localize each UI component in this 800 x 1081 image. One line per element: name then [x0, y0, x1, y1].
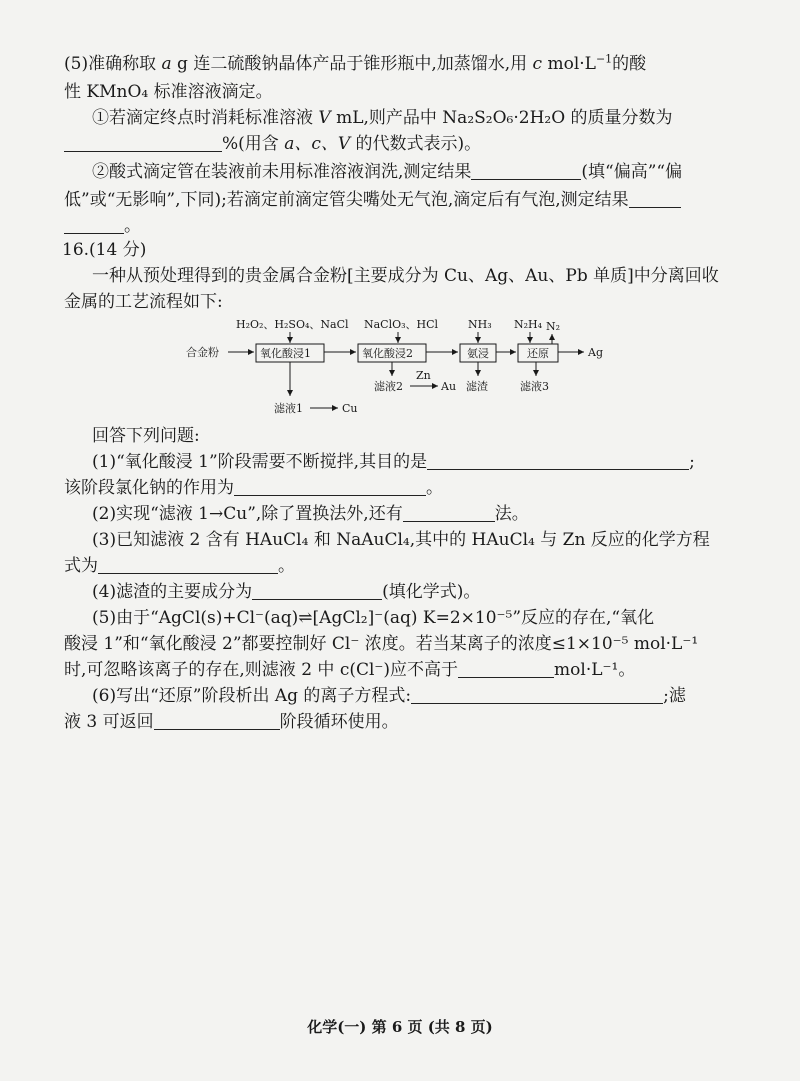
q15-p5-line1: (5)准确称取 a g 连二硫酸钠晶体产品于锥形瓶中,加蒸馏水,用 c $mol\cdot L^{-1}$的酸 [64, 52, 647, 74]
reagents4-label: N₂H₄ [514, 318, 543, 331]
q15-p5-q1-line2: %(用含 a、c、V 的代数式表示)。 [64, 132, 481, 156]
answer-intro: 回答下列问题: [92, 426, 200, 446]
q16-5-line2: 酸浸 1”和“氧化酸浸 2”都要控制好 Cl⁻ 浓度。若当某离子的浓度≤1×10⁻⁵ mol·L⁻¹ [64, 634, 699, 654]
answer-blank[interactable] [252, 581, 382, 600]
answer-blank[interactable] [64, 215, 124, 234]
residue-label: 滤渣 [466, 380, 488, 393]
answer-blank[interactable] [427, 451, 689, 470]
reagents1-label: H₂O₂、H₂SO₄、NaCl [236, 318, 349, 331]
step2-label: 氧化酸浸2 [362, 347, 413, 360]
answer-blank[interactable] [458, 659, 554, 678]
q16-4: (4)滤渣的主要成分为 (填化学式)。 [92, 582, 481, 602]
answer-blank[interactable] [98, 555, 278, 574]
q16-header: 16.(14 分) [62, 240, 147, 260]
answer-blank[interactable] [629, 189, 681, 208]
q16-3-line2: 式为 。 [64, 556, 295, 576]
q16-1-line2: 该阶段氯化钠的作用为 。 [64, 478, 443, 498]
step3-label: 氨浸 [467, 347, 489, 360]
cu-label: Cu [342, 402, 358, 415]
q16-2: (2)实现“滤液 1→Cu”,除了置换法外,还有 法。 [92, 504, 529, 524]
q15-p5-q2-line1: ②酸式滴定管在装液前未用标准溶液润洗,测定结果 (填“偏高”“偏 [92, 162, 683, 182]
answer-blank[interactable] [471, 161, 581, 180]
q16-intro-line2: 金属的工艺流程如下: [64, 292, 223, 312]
q16-6-line1: (6)写出“还原”阶段析出 Ag 的离子方程式: ;滤 [92, 686, 686, 706]
reagents2-label: NaClO₃、HCl [364, 318, 439, 331]
process-flowchart [180, 308, 620, 420]
q16-intro-line1: 一种从预处理得到的贵金属合金粉[主要成分为 Cu、Ag、Au、Pb 单质]中分离回收 [92, 266, 719, 286]
q15-p5-line2: 性 KMnO₄ 标准溶液滴定。 [64, 82, 273, 102]
filtrate2-label: 滤液2 [374, 380, 403, 393]
input-label: 合金粉 [186, 346, 219, 359]
q15-p5-q2-line3: 。 [64, 214, 141, 238]
step4-label: 还原 [527, 347, 549, 360]
zn-label: Zn [416, 369, 431, 382]
step1-label: 氧化酸浸1 [260, 347, 311, 360]
output-label: Ag [588, 346, 603, 359]
n2-gas-label: N₂ [546, 320, 561, 333]
q16-6-line2: 液 3 可返回 阶段循环使用。 [64, 712, 399, 732]
q15-p5-q2-line2: 低”或“无影响”,下同);若滴定前滴定管尖嘴处无气泡,滴定后有气泡,测定结果 [64, 188, 681, 212]
au-label: Au [441, 380, 457, 393]
answer-blank[interactable] [411, 685, 663, 704]
q16-5-line3: 时,可忽略该离子的存在,则滤液 2 中 c(Cl⁻)应不高于 mol·L⁻¹。 [64, 660, 636, 680]
answer-blank[interactable] [154, 711, 280, 730]
q16-5-line1: (5)由于“AgCl(s)+Cl⁻(aq)⇌[AgCl₂]⁻(aq) K=2×10⁻⁵”反应的存在,“氧化 [92, 608, 655, 628]
flowchart-svg [180, 308, 620, 420]
answer-blank[interactable] [234, 477, 426, 496]
reagents3-label: NH₃ [468, 318, 492, 331]
answer-blank[interactable] [64, 133, 222, 152]
q15-p5-q1-line1: ①若滴定终点时消耗标准溶液 V mL,则产品中 Na₂S₂O₆·2H₂O 的质量分数为 [92, 108, 673, 128]
answer-blank[interactable] [403, 503, 495, 522]
filtrate1-label: 滤液1 [274, 402, 303, 415]
q16-3-line1: (3)已知滤液 2 含有 HAuCl₄ 和 NaAuCl₄,其中的 HAuCl₄ 与 Zn 反应的化学方程 [92, 530, 710, 550]
q16-1-line1: (1)“氧化酸浸 1”阶段需要不断搅拌,其目的是 ; [92, 452, 695, 472]
filtrate3-label: 滤液3 [520, 380, 549, 393]
page-footer: 化学(一) 第 6 页 (共 8 页) [307, 1018, 493, 1036]
